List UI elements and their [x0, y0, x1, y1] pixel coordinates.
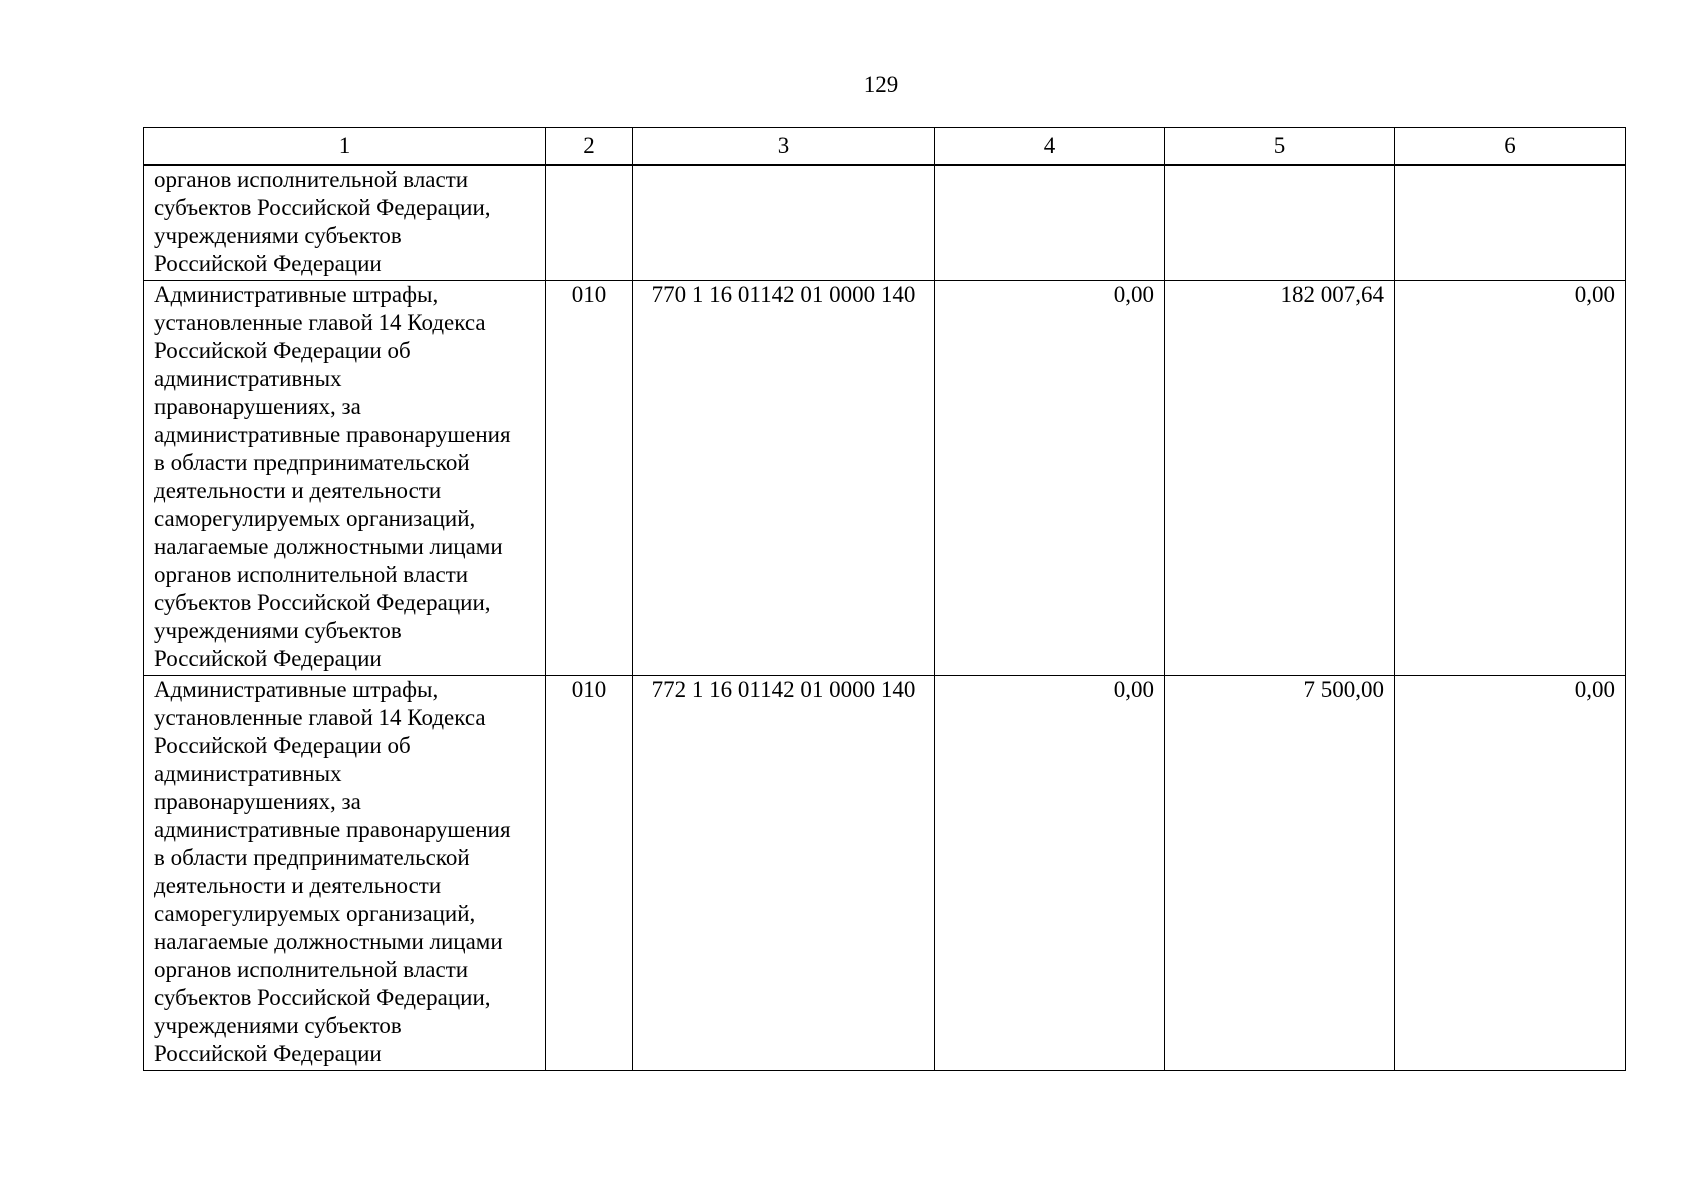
table-header-row	[144, 128, 1626, 166]
column-header-2: 2	[546, 128, 633, 166]
table-row	[144, 281, 1626, 676]
col6-cell: 0,00	[1395, 676, 1626, 1071]
row-name-cell: органов исполнительной власти субъектов Российской Федерации, учреждениями субъектов Российской Федерации	[144, 165, 546, 281]
line-code-cell: 010	[546, 676, 633, 1071]
row-name-cell: Административные штрафы, установленные главой 14 Кодекса Российской Федерации об административных правонарушениях, за административные правонарушения в области предпринимательской деятельности и деятельности саморегулируемых организаций, налагаемые должностными лицами органов исполнительной власти субъектов Российской Федерации, учреждениями субъектов Российской Федерации	[144, 281, 546, 676]
row-name-cell: Административные штрафы, установленные главой 14 Кодекса Российской Федерации об административных правонарушениях, за административные правонарушения в области предпринимательской деятельности и деятельности саморегулируемых организаций, налагаемые должностными лицами органов исполнительной власти субъектов Российской Федерации, учреждениями субъектов Российской Федерации	[144, 676, 546, 1071]
line-code-cell: 010	[546, 281, 633, 676]
col6-cell: 0,00	[1395, 281, 1626, 676]
income-code-cell: 770 1 16 01142 01 0000 140	[633, 281, 935, 676]
column-header-6: 6	[1395, 128, 1626, 166]
col5-cell: 7 500,00	[1165, 676, 1395, 1071]
col4-cell	[935, 165, 1165, 281]
column-header-5: 5	[1165, 128, 1395, 166]
column-header-1: 1	[144, 128, 546, 166]
col5-cell	[1165, 165, 1395, 281]
page-number: 129	[863, 72, 899, 97]
column-header-4: 4	[935, 128, 1165, 166]
col4-cell: 0,00	[935, 676, 1165, 1071]
line-code-cell	[546, 165, 633, 281]
col5-cell: 182 007,64	[1165, 281, 1395, 676]
income-table	[143, 127, 1626, 1071]
col6-cell	[1395, 165, 1626, 281]
table-row	[144, 165, 1626, 281]
column-header-3: 3	[633, 128, 935, 166]
table-row	[144, 676, 1626, 1071]
income-code-cell	[633, 165, 935, 281]
income-code-cell: 772 1 16 01142 01 0000 140	[633, 676, 935, 1071]
col4-cell: 0,00	[935, 281, 1165, 676]
